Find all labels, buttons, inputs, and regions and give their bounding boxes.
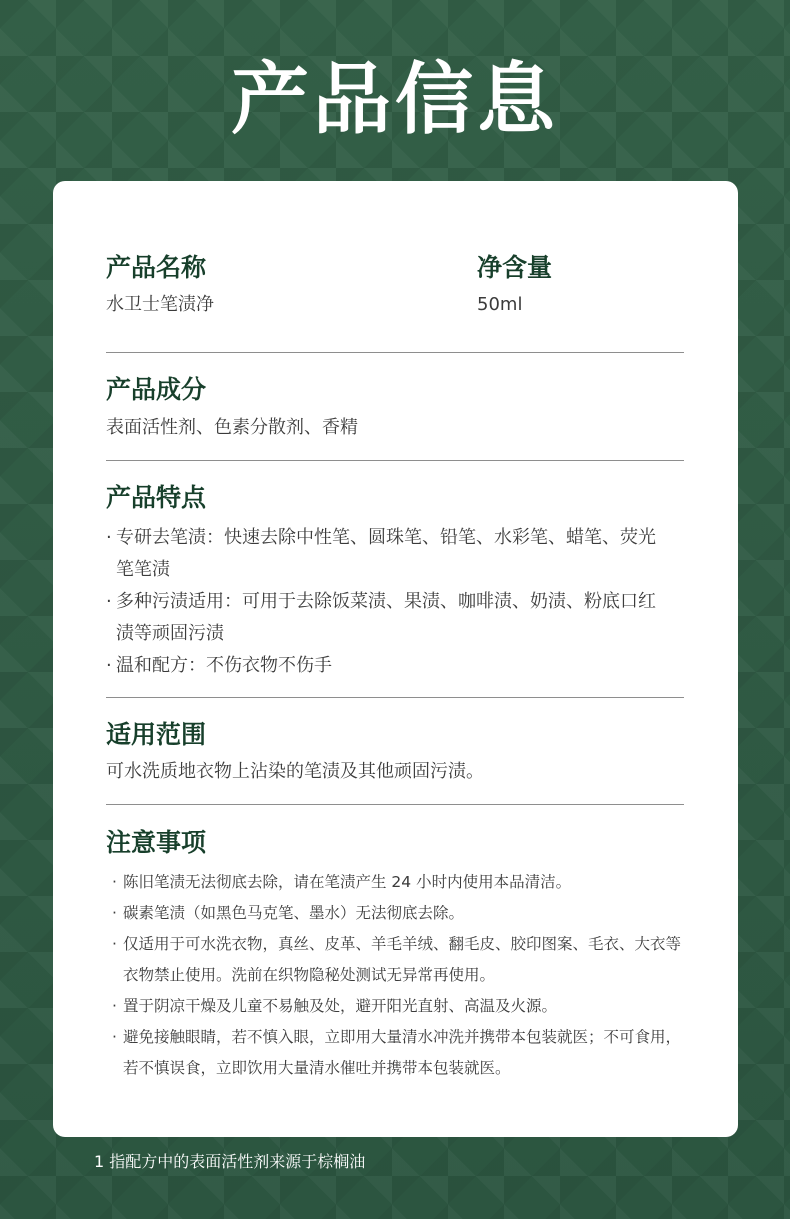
ingredients-value: 表面活性剂、色素分散剂、香精: [106, 417, 358, 438]
list-item: [106, 929, 684, 991]
footnote: 1 指配方中的表面活性剂来源于棕榈油: [94, 1152, 366, 1171]
bullet: ·: [112, 1028, 117, 1046]
product-info-card: [53, 181, 738, 1137]
net-content-block: [477, 251, 552, 321]
bullet: ·: [106, 527, 112, 548]
product-name-heading: 产品名称: [106, 253, 207, 282]
list-item-text: 仅适用于可水洗衣物，真丝、皮革、羊毛羊绒、翻毛皮、胶印图案、毛衣、大衣等衣物禁止使用。洗前在织物隐秘处测试无异常再使用。: [123, 935, 682, 984]
bullet: ·: [106, 591, 112, 612]
list-item-text: 置于阴凉干燥及儿童不易触及处，避开阳光直射、高温及火源。: [123, 997, 558, 1015]
page-title: 产品信息: [230, 55, 559, 145]
list-item-text: 专研去笔渍：快速去除中性笔、圆珠笔、铅笔、水彩笔、蜡笔、荧光笔笔渍: [116, 527, 656, 580]
features-heading: 产品特点: [106, 483, 207, 512]
list-item: [106, 1022, 684, 1084]
list-item: [106, 991, 684, 1022]
divider: [106, 460, 684, 461]
list-item-text: 碳素笔渍（如黑色马克笔、墨水）无法彻底去除。: [123, 904, 465, 922]
scope-value: 可水洗质地衣物上沾染的笔渍及其他顽固污渍。: [106, 761, 484, 782]
list-item-text: 温和配方：不伤衣物不伤手: [116, 655, 332, 676]
divider: [106, 804, 684, 805]
bullet: ·: [112, 904, 117, 922]
list-item-text: 陈旧笔渍无法彻底去除，请在笔渍产生 24 小时内使用本品清洁。: [123, 873, 572, 891]
features-section: [106, 481, 684, 682]
list-item-text: 多种污渍适用：可用于去除饭菜渍、果渍、咖啡渍、奶渍、粉底口红渍等顽固污渍: [116, 591, 656, 644]
list-item-text: 避免接触眼睛，若不慎入眼，立即用大量清水冲洗并携带本包装就医；不可食用，若不慎误食，立即饮用大量清水催吐并携带本包装就医。: [123, 1028, 682, 1077]
divider: [106, 697, 684, 698]
scope-heading: 适用范围: [106, 720, 207, 749]
notes-section: [106, 826, 684, 1084]
list-item: [106, 898, 684, 929]
basic-info-section: [106, 251, 684, 321]
list-item: [106, 522, 666, 586]
ingredients-section: [106, 373, 684, 444]
notes-heading: 注意事项: [106, 828, 207, 857]
list-item: [106, 867, 684, 898]
ingredients-heading: 产品成分: [106, 375, 207, 404]
notes-list: [106, 867, 684, 1084]
product-name-value: 水卫士笔渍净: [106, 294, 214, 315]
bullet: ·: [112, 935, 117, 953]
bullet: ·: [106, 655, 112, 676]
scope-section: [106, 718, 684, 788]
net-content-value: 50ml: [477, 294, 523, 315]
bullet: ·: [112, 873, 117, 891]
list-item: [106, 650, 666, 682]
list-item: [106, 586, 666, 650]
net-content-heading: 净含量: [477, 253, 553, 282]
features-list: [106, 522, 666, 682]
bullet: ·: [112, 997, 117, 1015]
product-name-block: [106, 251, 477, 321]
divider: [106, 352, 684, 353]
